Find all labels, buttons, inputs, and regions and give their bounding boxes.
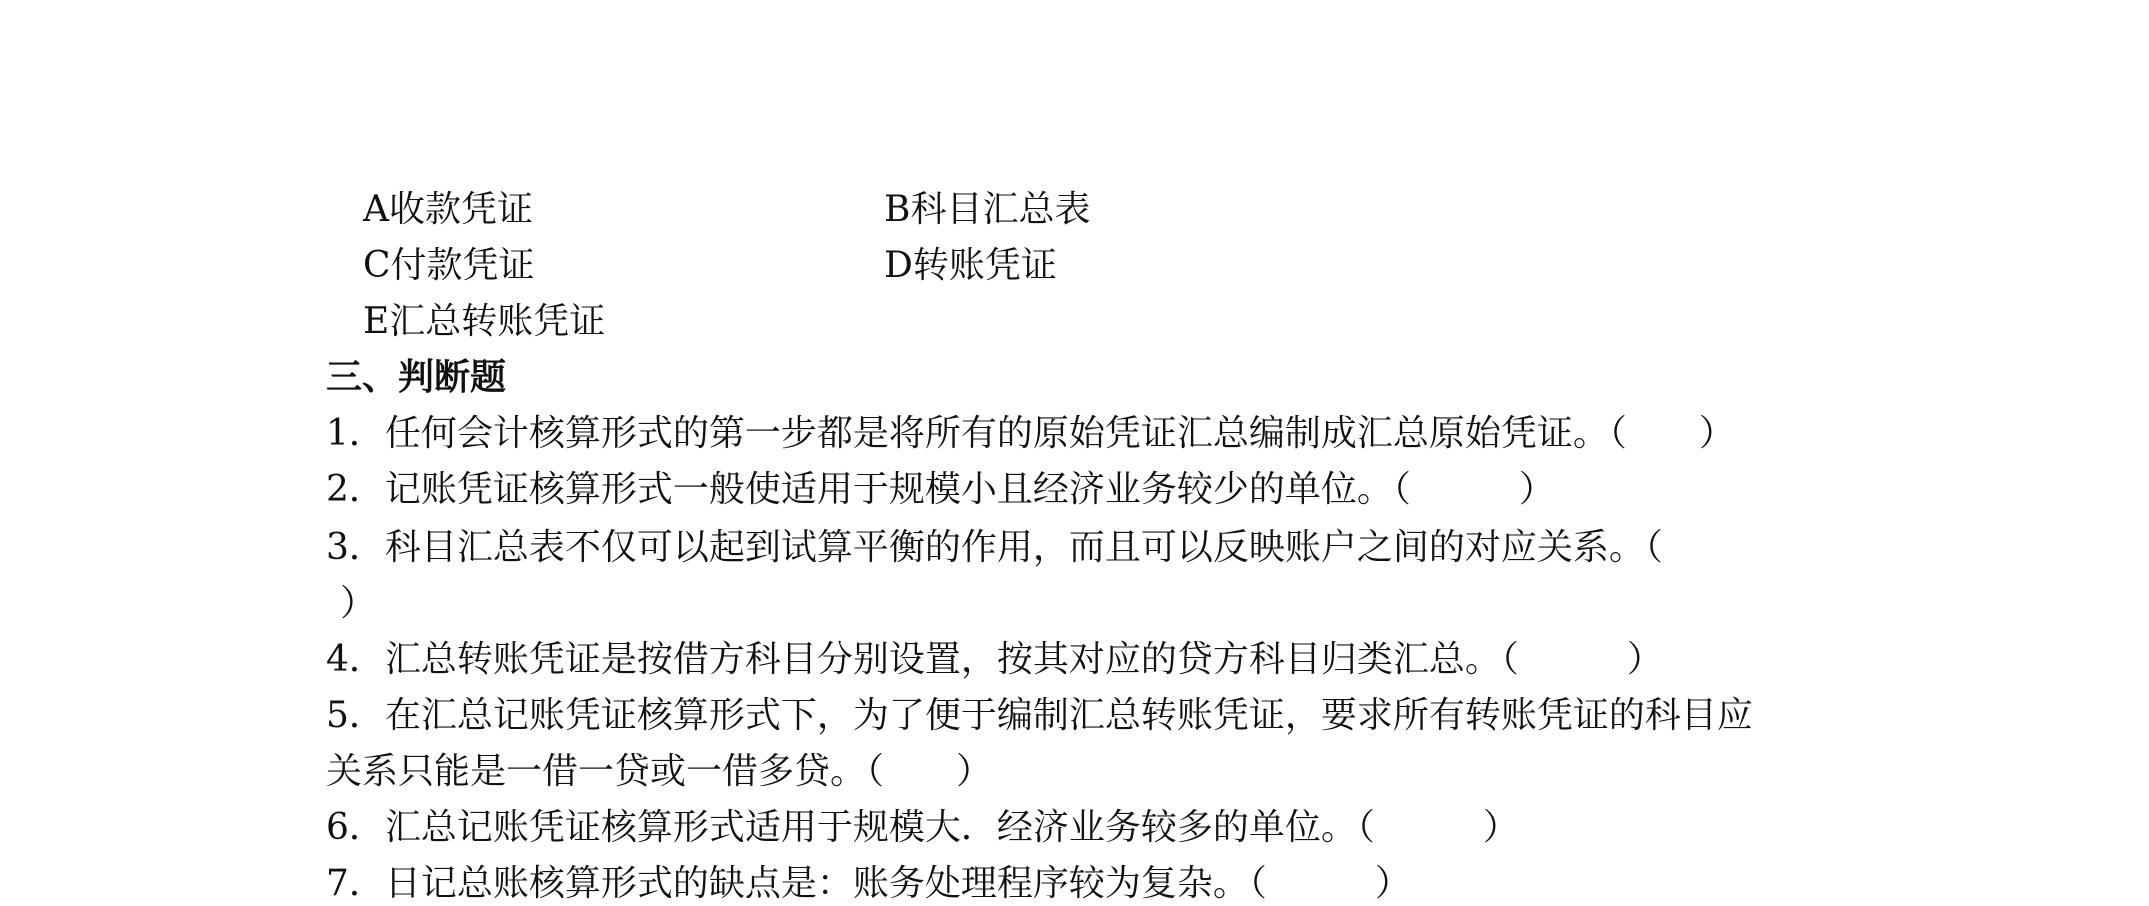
question-4 xyxy=(326,638,1663,682)
option-d: D转账凭证 xyxy=(884,245,1057,286)
question-number: 2． xyxy=(326,469,385,510)
question-7 xyxy=(326,862,1411,906)
question-number: 3． xyxy=(326,527,385,568)
question-3-continuation: ） xyxy=(340,583,377,624)
question-text: 汇总转账凭证是按借方科目分别设置，按其对应的贷方科目归类汇总。（ ） xyxy=(384,639,1663,680)
question-2 xyxy=(326,468,1555,512)
question-6 xyxy=(326,806,1519,850)
question-text: 任何会计核算形式的第一步都是将所有的原始凭证汇总编制成汇总原始凭证。（ ） xyxy=(384,413,1735,454)
question-5-continuation: 关系只能是一借一贷或一借多贷。（ ） xyxy=(326,751,993,792)
question-1 xyxy=(326,412,1735,456)
option-b: B科目汇总表 xyxy=(884,189,1091,230)
option-c: C付款凭证 xyxy=(363,245,535,286)
section-heading: 三、判断题 xyxy=(326,357,507,398)
question-number: 4． xyxy=(326,639,385,680)
question-5 xyxy=(326,694,1753,738)
question-text: 在汇总记账凭证核算形式下，为了便于编制汇总转账凭证，要求所有转账凭证的科目应 xyxy=(384,695,1753,736)
question-number: 5． xyxy=(326,695,385,736)
question-text: 汇总记账凭证核算形式适用于规模大．经济业务较多的单位。（ ） xyxy=(384,807,1519,848)
question-number: 6． xyxy=(326,807,385,848)
question-text: 科目汇总表不仅可以起到试算平衡的作用，而且可以反映账户之间的对应关系。（ xyxy=(384,527,1663,568)
question-number: 1． xyxy=(326,413,385,454)
option-e: E汇总转账凭证 xyxy=(363,301,606,342)
question-text: 日记总账核算形式的缺点是：账务处理程序较为复杂。（ ） xyxy=(384,863,1411,904)
question-3 xyxy=(326,526,1663,570)
option-a: A收款凭证 xyxy=(363,189,533,230)
question-text: 记账凭证核算形式一般使适用于规模小且经济业务较少的单位。（ ） xyxy=(384,469,1555,510)
question-number: 7． xyxy=(326,863,385,904)
